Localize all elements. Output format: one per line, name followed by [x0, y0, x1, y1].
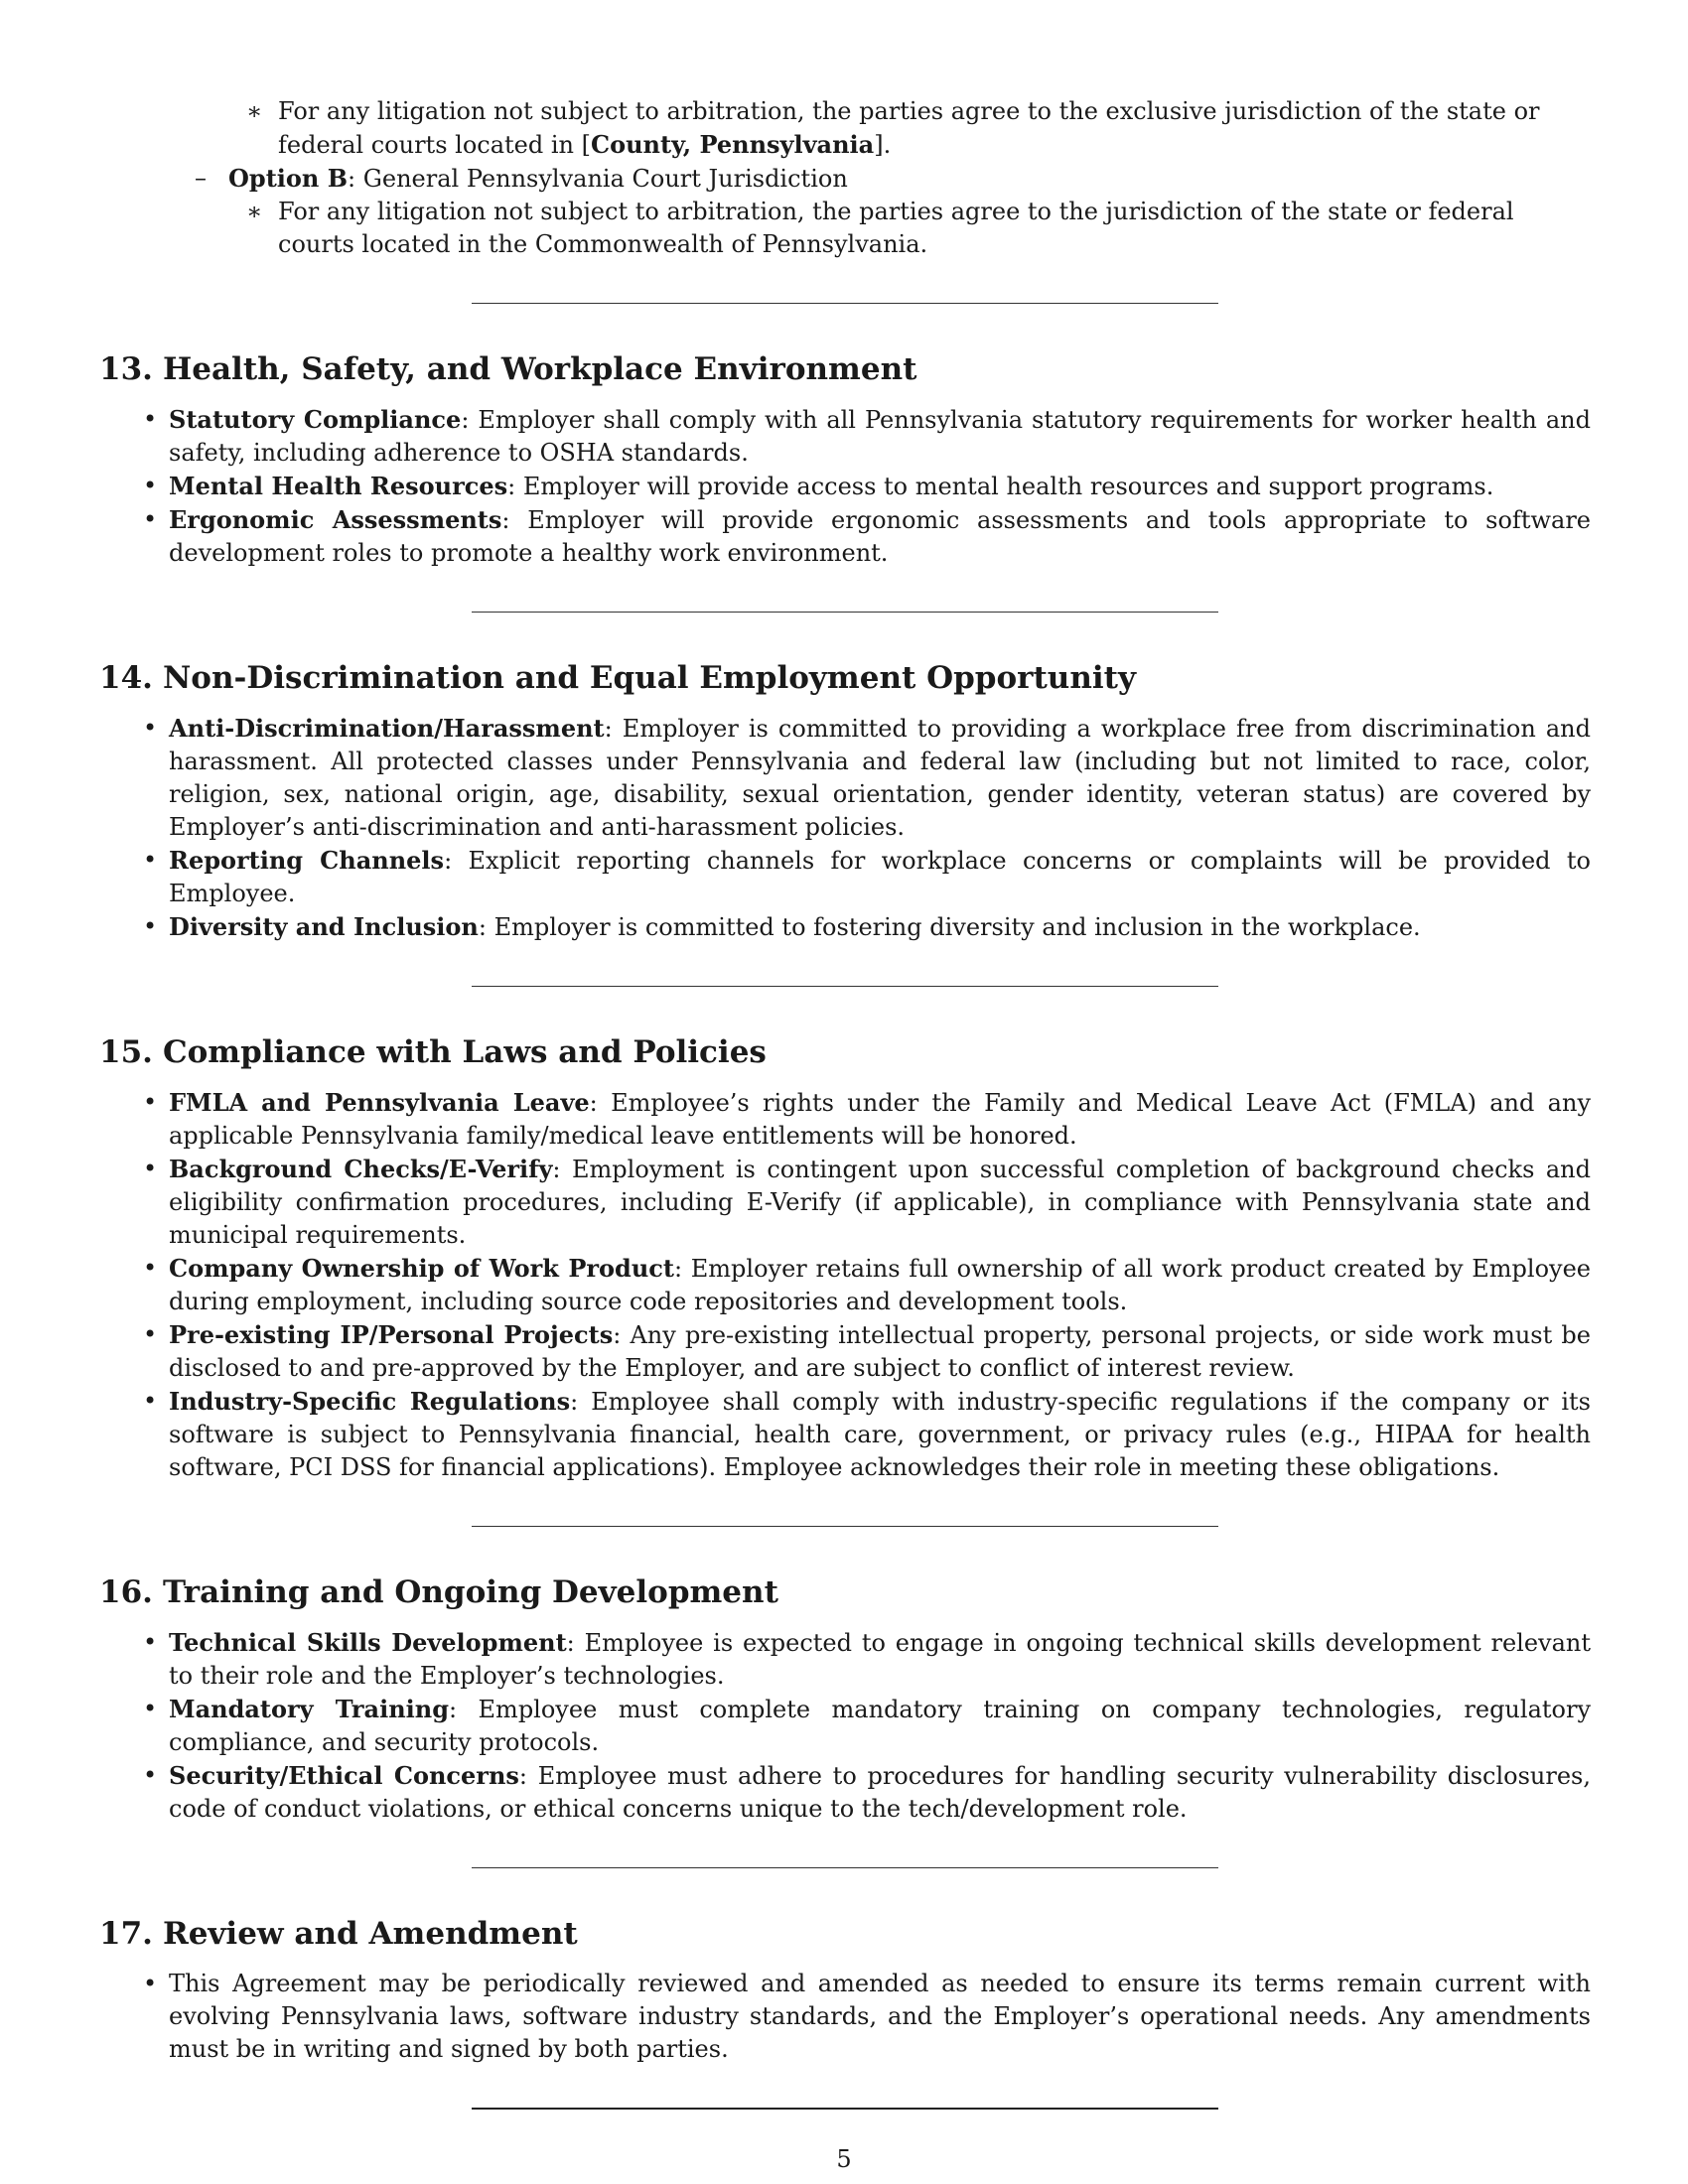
section-divider [472, 303, 1218, 304]
option-b-item [195, 162, 1591, 196]
asterisk-bullet-icon: ∗ [246, 198, 263, 225]
list-item: • Statutory Compliance: Employer shall comply with all Pennsylvania statutory requirements for worker health and safety, including adherence to OSHA standards. [169, 403, 1591, 470]
section-divider [472, 1867, 1218, 1868]
list-item: • Ergonomic Assessments: Employer will provide ergonomic assessments and tools appropriate to software development roles to promote a healthy work environment. [169, 503, 1591, 570]
list-item: • Background Checks/E-Verify: Employment is contingent upon successful completion of background checks and eligibility confirmation procedures, including E-Verify (if applicable), in compliance with Pennsylvania state and municipal requirements. [169, 1153, 1591, 1252]
section-14 [99, 658, 1591, 944]
list-item: • Anti-Discrimination/Harassment: Employer is committed to providing a workplace free from discrimination and harassment. All protected classes under Pennsylvania and federal law (including but not limited to race, color, religion, sex, national origin, age, disability, sexual orientation, gender identity, veteran status) are covered by Employer’s anti-discrimination and anti-harassment policies. [169, 712, 1591, 844]
list-item: • Company Ownership of Work Product: Employer retains full ownership of all work product created by Employee during employment, including source code repositories and development tools. [169, 1252, 1591, 1318]
list-item: • Reporting Channels: Explicit reporting channels for workplace concerns or complaints will be provided to Employee. [169, 844, 1591, 910]
option-a-clause: ∗ For any litigation not subject to arbitration, the parties agree to the exclusive jurisdiction of the state or federal courts located in [County, Pennsylvania]. [246, 97, 1540, 159]
list-item: • Pre-existing IP/Personal Projects: Any pre-existing intellectual property, personal projects, or side work must be disclosed to and pre-approved by the Employer, and are subject to conflict of interest review. [169, 1318, 1591, 1385]
list-item: • Mandatory Training: Employee must complete mandatory training on company technologies, regulatory compliance, and security protocols. [169, 1693, 1591, 1759]
option-b-clause: ∗ For any litigation not subject to arbitration, the parties agree to the jurisdiction of the state or federal courts located in the Commonwealth of Pennsylvania. [246, 198, 1514, 258]
section-heading: 17. Review and Amendment [99, 1916, 578, 1952]
section-heading: 16. Training and Ongoing Development [99, 1574, 778, 1610]
section-list [99, 403, 1591, 570]
list-item: • Security/Ethical Concerns: Employee must adhere to procedures for handling security vulnerability disclosures, code of conduct violations, or ethical concerns unique to the tech/development role. [169, 1759, 1591, 1826]
section-heading: 13. Health, Safety, and Workplace Environment [99, 351, 917, 387]
section-17 [99, 1914, 1591, 2066]
section-divider [472, 1526, 1218, 1527]
jurisdiction-options [99, 95, 1591, 261]
section-divider [472, 986, 1218, 987]
section-16 [99, 1572, 1591, 1826]
section-list [99, 1626, 1591, 1826]
section-heading: 14. Non-Discrimination and Equal Employment Opportunity [99, 660, 1136, 696]
list-item: • Diversity and Inclusion: Employer is committed to fostering diversity and inclusion in the workplace. [169, 910, 1591, 944]
list-item: • Mental Health Resources: Employer will provide access to mental health resources and support programs. [169, 470, 1591, 503]
list-item: • Industry-Specific Regulations: Employee shall comply with industry-specific regulations if the company or its software is subject to Pennsylvania financial, health care, government, or privacy rules (e.g., HIPAA for health software, PCI DSS for financial applications). Employee acknowledges their role in meeting these obligations. [169, 1385, 1591, 1484]
section-list [99, 1086, 1591, 1484]
section-heading: 15. Compliance with Laws and Policies [99, 1034, 767, 1070]
section-divider [472, 612, 1218, 613]
document-page [99, 95, 1591, 2155]
section-list [99, 1968, 1591, 2066]
list-item: • FMLA and Pennsylvania Leave: Employee’s rights under the Family and Medical Leave Act (FMLA) and any applicable Pennsylvania family/medical leave entitlements will be honored. [169, 1086, 1591, 1153]
dash-bullet-icon: – [195, 164, 207, 192]
page-number: 5 [836, 2145, 852, 2173]
asterisk-bullet-icon: ∗ [246, 97, 263, 125]
option-b-text: : General Pennsylvania Court Jurisdiction [348, 165, 848, 193]
list-item: • Technical Skills Development: Employee is expected to engage in ongoing technical skills development relevant to their role and the Employer’s technologies. [169, 1626, 1591, 1693]
section-list [99, 712, 1591, 944]
section-15 [99, 1032, 1591, 1484]
list-item: • This Agreement may be periodically reviewed and amended as needed to ensure its terms remain current with evolving Pennsylvania laws, software industry standards, and the Employer’s operational needs. Any amendments must be in writing and signed by both parties. [169, 1968, 1591, 2066]
option-b-label: Option B [228, 164, 348, 193]
county-placeholder: County, Pennsylvania [591, 130, 875, 159]
section-13 [99, 349, 1591, 570]
end-divider [472, 2108, 1218, 2110]
